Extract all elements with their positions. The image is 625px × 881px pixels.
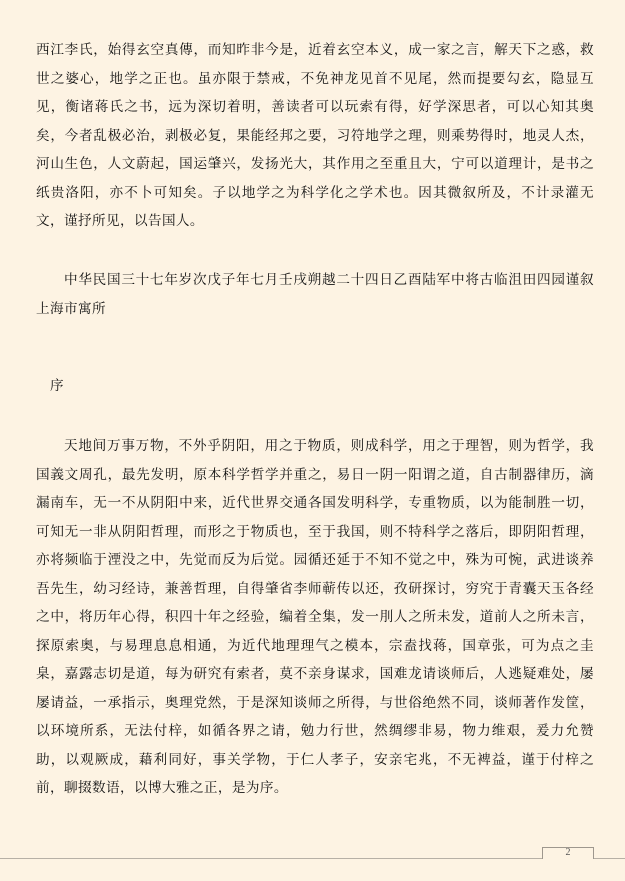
paragraph-preface-end: 西江李氏，始得玄空真傳，而知昨非今是，近着玄空本义，成一家之言，解天下之惑，救世之婆心，地学之正也。虽亦限于禁戒，不免神龙见首不见尾，然而提要勾玄，隐显互见，衡诸蒋氏之书，远为深切着明，善读者可以玩索有得，好学深思者，可以心知其奥矣，今者乱极必治，剥极必复，果能经邦之要，习符地学之理，则乘势得时，地灵人杰，河山生色，人文蔚起，国运肇兴，发扬光大，其作用之至重且大，宁可以道理计，是书之纸贵洛阳，亦不卜可知矣。子以地学之为科学化之学术也。因其微叙所及，不计录灌无文，谨抒所见，以告国人。 <box>36 42 594 229</box>
footer-divider <box>0 858 625 859</box>
page-number: 2 <box>565 847 571 858</box>
section-heading: 序 <box>50 378 64 394</box>
paragraph-signature: 中华民国三十七年岁次戊子年七月壬戌朔越二十四日乙酉陆军中将古临沮田四园谨叙上海市寓所 <box>36 272 594 317</box>
paragraph-preface: 天地间万事万物，不外乎阴阳，用之于物质，则成科学，用之于理智，则为哲学，我国義文周孔，最先发明，原本科学哲学并重之，易日一阴一阳谓之道，自古制器律历，滴漏南车，无一不从阴阳中来，近代世界交通各国发明科学，专重物质，以为能制胜一切，可知无一非从阴阳哲理，而形之于物质也，至于我国，则不特科学之落后，即阴阳哲理，亦将频临于湮没之中，先觉而反为后觉。园循还延于不知不觉之中，殊为可惋，武进谈养吾先生，幼习经诗，兼善哲理，自得肇省李师蕲传以还，孜研探讨，穷究于青囊天玉各经之中，将历年心得，积四十年之经验，编着全集，发一刖人之所未发，道前人之所未言，探原索奥，与易理息息相通，为近代地理理气之模本，宗盍找蒋，国章张，可为点之圭臬，嘉露志切是道，每为研究有索者，莫不亲身谋求，国难龙请谈师后，人逃疑难处，屡屡请益，一承指示，奥理党然，于是深知谈师之所得，与世俗绝然不同，谈师著作发筐，以环境所系，无法付梓，如循各界之请，勉力行世，然绸缪非易，物力维艰，爰力允赞助，以观厥成，藉利同好，事关学物，于仁人孝子，安亲宅兆，不无裨益，谨于付梓之前，聊掇数语，以博大雅之正，是为序。 <box>36 438 594 796</box>
